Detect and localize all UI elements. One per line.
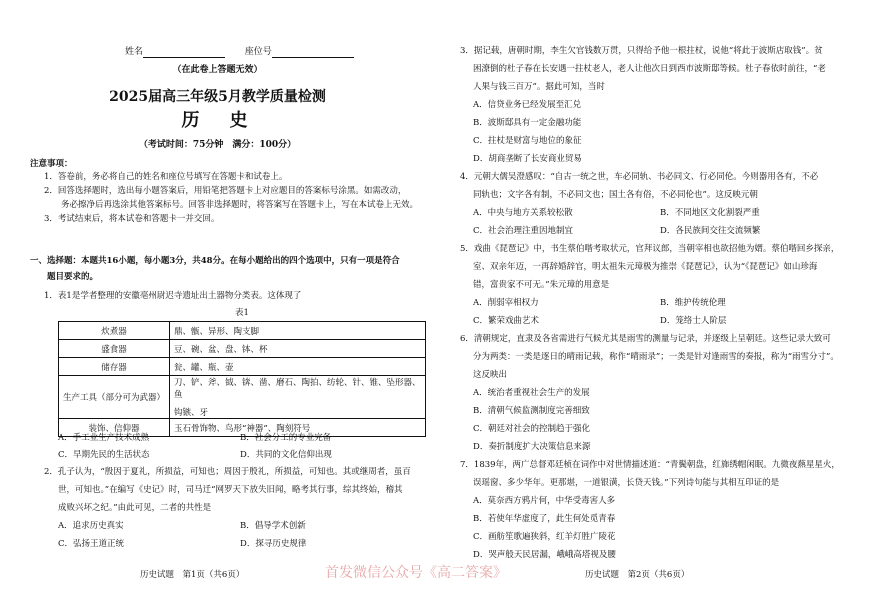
- q6-option-c[interactable]: C．朝廷对社会的控制趋于强化: [473, 424, 591, 434]
- q7-option-d[interactable]: D．哭声般天民居漏，峨峨高塔视及腰: [473, 550, 616, 560]
- q7-option-a[interactable]: A．莫奈西方鸦片何，中华受毒害人多: [473, 496, 616, 506]
- q6-option-d[interactable]: D．奏折制度扩大决策信息来源: [473, 442, 591, 452]
- artifact-table: [58, 321, 426, 437]
- question-7-line: 7．1839年，两广总督邓廷桢在词作中对世情描述道：“青鬓朝盘，红旆绣帽闲眠。九微夜爇星星火，: [460, 460, 840, 470]
- q3-option-d[interactable]: D．胡商垄断了长安商业贸易: [473, 154, 582, 164]
- q2-option-c[interactable]: C．弘扬王道正统: [58, 539, 125, 549]
- table-row: [59, 322, 426, 340]
- exam-info: （考试时间：75分钟 满分：100分）: [138, 140, 297, 150]
- page-footer: 历史试题 第1页（共6页）: [140, 570, 245, 580]
- table-cell-category: 盛食器: [59, 340, 170, 358]
- notice-line: 2．回答选择题时，选出每小题答案后，用铅笔把答题卡上对应题目的答案标号涂黑。如需改动，: [44, 186, 407, 196]
- exam-title: 2025届高三年级5月教学质量检测: [109, 89, 326, 105]
- table-cell-items: [170, 376, 426, 419]
- table-cell-line: 钩镞、牙: [174, 408, 209, 418]
- q2-option-d[interactable]: D．探寻历史规律: [240, 539, 307, 549]
- question-6-line: 6．清朝规定，直隶及各省需进行气候尤其是雨雪的测量与记录，并逐级上呈朝廷。这些记录大致可: [460, 334, 831, 344]
- notice-line: 3．考试结束后，将本试卷和答题卡一并交回。: [44, 214, 220, 224]
- subject-title: 历 史: [181, 110, 254, 131]
- notice-line: 务必擦净后再选涂其他答案标号。回答非选择题时，将答案写在答题卡上，写在本试卷上无效。: [44, 200, 419, 210]
- table-row: [59, 376, 426, 419]
- table-cell-category: 生产工具（部分可为武器）: [59, 376, 170, 419]
- q6-option-b[interactable]: B．清朝气候监测制度完善细致: [473, 406, 590, 416]
- table-row: [59, 358, 426, 376]
- q1-option-d[interactable]: D．共同的文化信仰出现: [240, 450, 332, 460]
- q4-option-d[interactable]: D．各民族间交往交流频繁: [660, 226, 761, 236]
- question-3-line: 3．据记载，唐朝时期，李生欠官钱数万贯，只得给予他一根拄杖，说他“将此于波斯店取钱”。贫: [460, 46, 823, 56]
- q4-option-a[interactable]: A．中央与地方关系较松散: [473, 208, 573, 218]
- page-footer: 历史试题 第2页（共6页）: [585, 570, 690, 580]
- table-cell-items: 玉石骨饰物、鸟形“神器”、陶刻符号: [170, 419, 426, 437]
- section-heading: 一、选择题：本题共16小题，每小题3分，共48分。在每小题给出的四个选项中，只有一项是符合: [30, 256, 400, 266]
- table-cell-category: 装饰、信仰器: [59, 419, 170, 437]
- table-cell-items: 鼎、甑、异形、陶支脚: [170, 322, 426, 340]
- table-cell-line: 刀、铲、斧、钺、锛、凿、磨石、陶拍、纺轮、针、锥、坠形器、鱼: [174, 378, 421, 400]
- watermark: 首发微信公众号《高二答案》: [325, 565, 507, 581]
- seat-label: 座位号: [244, 47, 272, 57]
- question-4-line: 4．元朝大儒吴澄感叹：“自古一统之世，车必同轨、书必同文、行必同伦。今则器用各有，不必: [460, 172, 819, 182]
- question-3-line: 人果与钱三百万”。据此可知，当时: [473, 82, 605, 92]
- question-6-line: 分为两类：一类是逐日的晴雨记载，称作“晴雨录”；一类是针对逢雨雪的奏报，称为“雨雪分寸”。: [473, 352, 839, 362]
- q5-option-c[interactable]: C．繁荣戏曲艺术: [473, 316, 540, 326]
- question-5-line: 室、双亲年迈，一再辞婚辞官，明太祖朱元璋极为推崇《琵琶记》，认为“《琵琶记》如山珍海: [473, 262, 818, 272]
- question-4-line: 同轨也；文字各有制，不必同文也；国土各有俗，不必同伦也”。这反映元朝: [473, 190, 758, 200]
- question-5-line: 错，富贵家不可无。”朱元璋的用意是: [473, 280, 610, 290]
- q4-option-b[interactable]: B．不同地区文化割裂严重: [660, 208, 760, 218]
- q1-option-c[interactable]: C．早期先民的生活状态: [58, 450, 150, 460]
- q1-option-a[interactable]: A．手工业生产技术成熟: [58, 433, 150, 443]
- q5-option-d[interactable]: D．笼络士人阶层: [660, 316, 727, 326]
- notice-title: 注意事项：: [30, 159, 73, 169]
- q3-option-a[interactable]: A．信贷业务已经发展至汇兑: [473, 100, 582, 110]
- q7-option-c[interactable]: C．画舫笙歌遍狭斜，红羊灯胜广陵花: [473, 532, 616, 542]
- table-row: [59, 340, 426, 358]
- table-cell-category: 炊煮器: [59, 322, 170, 340]
- table-cell-items: 瓮、罐、瓶、壶: [170, 358, 426, 376]
- q3-option-c[interactable]: C．拄杖是财富与地位的象征: [473, 136, 582, 146]
- question-1-stem: 1．表1是学者整理的安徽亳州尉迟寺遗址出土器物分类表。这体现了: [44, 291, 302, 301]
- section-heading-cont: 题目要求的。: [30, 272, 99, 282]
- question-2-line: 世，可知也。”在编写《史记》时，司马迁“网罗天下放失旧闻，略考其行事，综其终始，稽其: [58, 485, 403, 495]
- name-field[interactable]: [125, 46, 354, 58]
- q5-option-b[interactable]: B．维护传统伦理: [660, 298, 726, 308]
- question-2-line: 成败兴坏之纪。”由此可见，二者的共性是: [58, 503, 212, 513]
- question-6-line: 这反映出: [473, 370, 508, 380]
- notice-line: 1．答卷前，务必将自己的姓名和座位号填写在答题卡和试卷上。: [44, 172, 288, 182]
- q2-option-a[interactable]: A．追求历史真实: [58, 521, 124, 531]
- right-page: [325, 0, 870, 615]
- q1-option-b[interactable]: B．社会分工的专业完备: [240, 433, 332, 443]
- name-label: 姓名: [125, 47, 144, 57]
- q5-option-a[interactable]: A．削弱宰相权力: [473, 298, 539, 308]
- invalid-note: （在此卷上答题无效）: [172, 65, 263, 75]
- table-cell-items: 豆、碗、盆、盘、钵、杯: [170, 340, 426, 358]
- q3-option-b[interactable]: B．波斯邸具有一定金融功能: [473, 118, 582, 128]
- q2-option-b[interactable]: B．倡导学术创新: [240, 521, 306, 531]
- q7-option-b[interactable]: B．若使年华虚度了，此生何处觅青春: [473, 514, 616, 524]
- question-7-line: 误瑶窗、多少华年。更那堪，一道银潢，长贷天钱。”下列诗句能与其相互印证的是: [473, 478, 780, 488]
- question-3-line: 困潦倒的杜子春在长安遇一拄杖老人，老人让他次日到西市波斯邸等候。杜子春依时前往，“老: [473, 64, 826, 74]
- table-cell-category: 储存器: [59, 358, 170, 376]
- question-2-line: 2．孔子认为，“殷因于夏礼，所损益，可知也；周因于殷礼，所损益，可知也。其或继周者，虽百: [44, 467, 411, 477]
- question-5-line: 5．戏曲《琵琶记》中，书生蔡伯喈考取状元，官拜议郎，当朝宰相也欲招他为婿。蔡伯喈回乡探亲，: [460, 244, 840, 254]
- q6-option-a[interactable]: A．统治者重视社会生产的发展: [473, 388, 590, 398]
- table-caption: 表1: [235, 308, 249, 318]
- q4-option-c[interactable]: C．社会治理注重因地制宜: [473, 226, 574, 236]
